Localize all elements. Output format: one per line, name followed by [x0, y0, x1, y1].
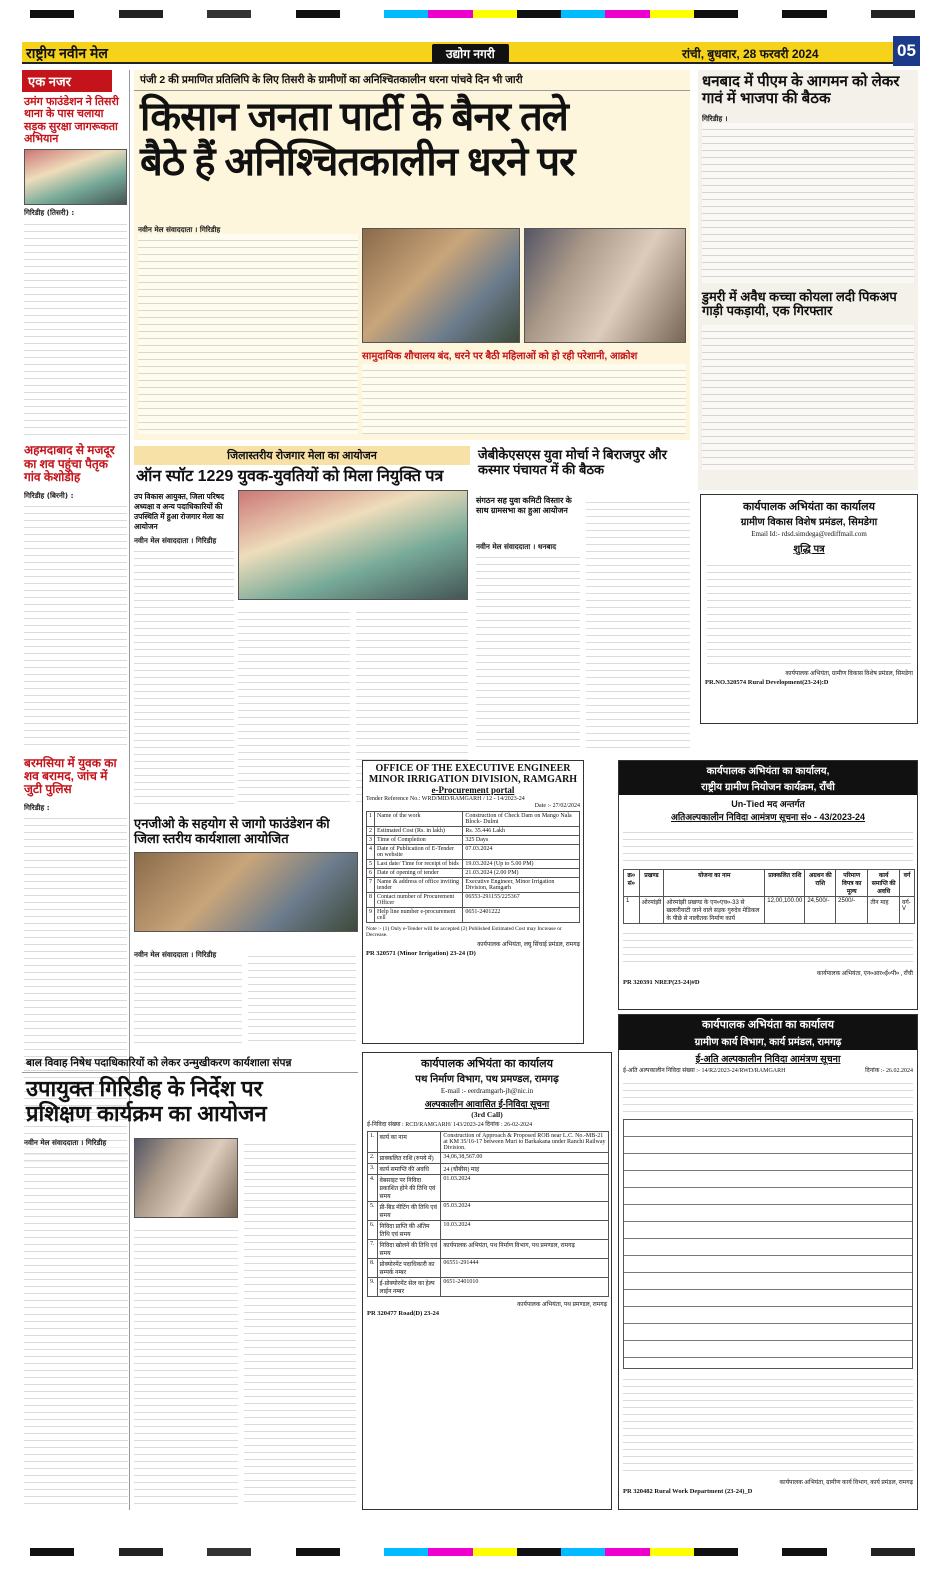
irrigation-table-cell: Estimated Cost (Rs. in lakh) [375, 827, 463, 836]
child-headline-1: उपायुक्त गिरिडीह के निर्देश पर [26, 1076, 263, 1101]
irrigation-table-cell: Help line number e-procurement cell [375, 908, 463, 923]
ngo-body-1 [134, 950, 242, 1045]
irrigation-table-cell: 4 [367, 845, 375, 860]
irrigation-table-row [367, 845, 580, 860]
irrigation-sign: कार्यपालक अभियंता, लघु सिंचाई प्रमंडल, रामगढ़ [477, 942, 580, 948]
road-table-cell: निविदा प्राप्ति की अंतिम तिथि एवं समय [377, 1221, 441, 1240]
job-dateline: नवीन मेल संवाददाता । गिरिडीह [134, 536, 217, 545]
rwd-intro [623, 1077, 913, 1117]
job-fair-story [134, 446, 470, 811]
irrigation-note: Note :- (1) Only e-Tender will be accepted (2) Published Estimated Cost may Increase or Decrease. [366, 926, 562, 938]
irrigation-pr: PR 320571 (Minor Irrigation) 23-24 (D) [366, 950, 476, 957]
road-table-row [368, 1132, 609, 1153]
nrep-header-cell: वर्ग [899, 870, 914, 897]
irrigation-table-cell: 3 [367, 836, 375, 845]
ad-minor-irrigation [362, 760, 584, 1044]
road-table-cell: 3. [368, 1164, 378, 1175]
child-kicker: बाल विवाह निषेध पदाधिकारियों को लेकर उन्मुखीकरण कार्यशाला संपन्न [22, 1054, 358, 1073]
road-table-cell: 9. [368, 1278, 378, 1297]
lead-body [138, 225, 358, 435]
road-table-cell: वेबसाइट पर निविदा प्रकाशित होने की तिथि एवं समय [377, 1175, 441, 1202]
road-table-row [368, 1221, 609, 1240]
ek-nazar-story-3-title: बरमसिया में युवक का शव बरामद, जांच में जुटी पुलिस [24, 755, 117, 797]
nrep-cell: तीन माह [868, 897, 900, 924]
ek-nazar-story-1-body [24, 208, 127, 438]
irrigation-line2: MINOR IRRIGATION DIVISION, RAMGARH [368, 774, 578, 785]
rdsd-sign: कार्यपालक अभियंता, ग्रामीण विकास विशेष प्रमंडल, सिमडेगा [785, 671, 913, 677]
rwd-ref: ई-अति अल्पकालीन निविदा संख्या :- 14/R2/2023-24/RWD/RAMGARH [623, 1068, 786, 1074]
irrigation-table-row [367, 860, 580, 869]
irrigation-table-cell: 2 [367, 827, 375, 836]
road-table-cell: 5. [368, 1202, 378, 1221]
dhanbad-dateline: गिरिडीह । [702, 113, 728, 123]
job-body-1 [134, 536, 234, 806]
dateline: रांची, बुधवार, 28 फरवरी 2024 [682, 47, 819, 61]
road-table-cell: 4. [368, 1175, 378, 1202]
child-marriage-story [22, 1054, 358, 1510]
road-table-cell: कार्य समाप्ति की अवधि [377, 1164, 441, 1175]
story-1-photo [24, 149, 127, 205]
nrep-details [623, 826, 913, 866]
ad-rural-works [618, 1014, 918, 1510]
nrep-header-cell: अग्रधन की राशि [805, 870, 836, 897]
ek-nazar-story-1-title: उमंग फाउंडेशन ने तिसरी थाना के पास चलाया सड़क सुरक्षा जागरूकता अभियान [24, 96, 119, 145]
road-table [367, 1131, 609, 1297]
irrigation-title: e-Procurement portal [431, 785, 515, 795]
dhanbad-body [702, 114, 914, 284]
ad-nrep [618, 760, 918, 1010]
irrigation-table-row [367, 908, 580, 923]
irrigation-table-cell: 7 [367, 878, 375, 893]
road-table-cell: प्रोक्योरमेंट पदाधिकारी का सम्पर्क नम्बर [377, 1259, 441, 1278]
irrigation-table-row [367, 893, 580, 908]
nrep-cell: 24,500/- [805, 897, 836, 924]
irrigation-table-cell: 0651-2401222 [463, 908, 580, 923]
road-table-cell: Construction of Approach & Proposed ROB near L.C. No.-MB-21 at KM 35/16-17 between Muri to Barkakana under Ranchi Railway Division. [441, 1132, 609, 1153]
jkss-story [476, 446, 692, 756]
lead-story [134, 70, 690, 440]
irrigation-table-cell: Rs. 35.446 Lakh [463, 827, 580, 836]
ngo-photo [134, 852, 358, 932]
nrep-cell: 1 [624, 897, 640, 924]
job-body-2 [238, 606, 350, 806]
child-body-1 [24, 1138, 128, 1508]
job-photo [238, 490, 468, 600]
nrep-line1: कार्यपालक अभियंता का कार्यालय, [619, 761, 917, 779]
nrep-header-cell: क्र० सं० [624, 870, 640, 897]
road-table-cell: 06551-291444 [441, 1259, 609, 1278]
nrep-header-cell: प्रखण्ड [639, 870, 664, 897]
lead-headline-2: बैठे हैं अनिश्चितकालीन धरने पर [140, 139, 575, 184]
nrep-cell: 12,00,100.00 [765, 897, 805, 924]
ngo-dateline: नवीन मेल संवाददाता । गिरिडीह [134, 950, 217, 959]
rdsd-line1: कार्यपालक अभियंता का कार्यालय [743, 501, 875, 513]
child-body-2 [134, 1224, 238, 1508]
ek-nazar-story-2-title: अहमदाबाद से मजदूर का शव पहुंचा पैतृक गांव केशोडीह [24, 443, 115, 485]
road-table-row [368, 1202, 609, 1221]
nrep-title: अतिअल्पकालीन निविदा आमंत्रण सूचना सं० - 43/2023-24 [670, 812, 866, 822]
irrigation-table-cell: 21.03.2024 (2.00 PM) [463, 869, 580, 878]
ngo-headline: एनजीओ के सहयोग से जागो फाउंडेशन की जिला स्तरीय कार्यशाला आयोजित [134, 816, 330, 846]
road-table-cell: प्राक्कलित राशि (रुपये में) [377, 1153, 441, 1164]
road-title: अल्पकालीन आवासित ई-निविदा सूचना [424, 1099, 550, 1109]
child-body-3 [244, 1138, 356, 1508]
rwd-date: दिनांक :- 26.02.2024 [865, 1068, 913, 1074]
nrep-pr: PR 320391 NREP(23-24)#D [623, 979, 700, 986]
rwd-line2: ग्रामीण कार्य विभाग, कार्य प्रमंडल, रामगढ़ [619, 1034, 917, 1050]
nrep-cell: ओरमांझी [639, 897, 664, 924]
road-table-cell: 1. [368, 1132, 378, 1153]
rdsd-email: Email Id:- rdsd.simdega@rediffmail.com [751, 530, 867, 538]
road-table-row [368, 1153, 609, 1164]
rwd-title: ई-अति अल्पकालीन निविदा आमंत्रण सूचना [695, 1054, 841, 1065]
irrigation-table-cell: Name of the work [375, 812, 463, 827]
jkss-body-2 [586, 496, 690, 751]
irrigation-table-cell: 1 [367, 812, 375, 827]
ad-rdsd-simdega [700, 494, 918, 724]
irrigation-table-row [367, 827, 580, 836]
road-table-row [368, 1278, 609, 1297]
rdsd-title: शुद्धि पत्र [793, 544, 825, 555]
road-table-cell: 6. [368, 1221, 378, 1240]
masthead [22, 42, 920, 64]
irrigation-table-row [367, 812, 580, 827]
dhanbad-headline: धनबाद में पीएम के आगमन को लेकर गावं में भाजपा की बैठक [702, 73, 900, 107]
irrigation-table-row [367, 869, 580, 878]
road-email: E-mail :- eerdramgarh-jh@nic.in [440, 1087, 534, 1095]
story-3-dateline: गिरिडीह : [24, 802, 50, 812]
lead-photo-2 [524, 228, 686, 343]
rdsd-body [707, 559, 911, 664]
nrep-header-cell: प्राक्कलित राशि [765, 870, 805, 897]
irrigation-table-cell: Executive Engineer, Minor Irrigation Division, Ramgarh [463, 878, 580, 893]
toilet-caption: सामुदायिक शौचालय बंद, धरने पर बैठी महिलाओं को हो रही परेशानी, आक्रोश [362, 351, 638, 362]
irrigation-table-row [367, 836, 580, 845]
lead-headline-1: किसान जनता पार्टी के बैनर तले [140, 95, 568, 139]
irrigation-table-cell: 8 [367, 893, 375, 908]
road-call: (3rd Call) [471, 1110, 503, 1119]
road-table-cell: कार्य का नाम [377, 1132, 441, 1153]
ad-road-construction [362, 1052, 612, 1510]
ngo-story [134, 815, 358, 1045]
road-sign: कार्यपालक अभियंता, पथ प्रमण्डल, रामगढ़ [517, 1302, 607, 1308]
irrigation-line1: OFFICE OF THE EXECUTIVE ENGINEER [375, 763, 571, 774]
road-table-cell: प्री-बिड मीटिंग की तिथि एवं समय [377, 1202, 441, 1221]
rwd-line1: कार्यपालक अभियंता का कार्यालय [619, 1015, 917, 1034]
irrigation-table-cell: Last date/ Time for receipt of bids [375, 860, 463, 869]
nrep-header-cell: योजना का नाम [664, 870, 765, 897]
road-table-cell: 0651-2401010 [441, 1278, 609, 1297]
nrep-cell: 2500/- [836, 897, 868, 924]
road-table-cell: 7. [368, 1240, 378, 1259]
story-1-dateline: गिरिडीह (तिसरी) : [24, 208, 75, 218]
irrigation-table-cell: 19.03.2024 (Up to 5.00 PM) [463, 860, 580, 869]
rwd-pr: PR 320482 Rural Work Department (23-24)_D [623, 1488, 753, 1495]
paper-name: राष्ट्रीय नवीन मेल [26, 45, 108, 61]
dhanbad-story [698, 70, 918, 490]
page-number: 05 [893, 36, 920, 66]
job-kicker: जिलास्तरीय रोजगार मेला का आयोजन [134, 446, 470, 465]
nrep-header-cell: परिमाण विपत्र का मूल्य [836, 870, 868, 897]
nrep-notes [623, 927, 913, 965]
irrigation-table-cell: Date of opening of tender [375, 869, 463, 878]
section-name: उद्योग नगरी [432, 44, 509, 63]
lead-photo-1 [362, 228, 520, 343]
job-deck: उप विकास आयुक्त, जिला परिषद अध्यक्षा व अन्य पदाधिकारियों की उपस्थिति में हुआ रोजगार मेला का आयोजन [134, 492, 225, 531]
rwd-sign: कार्यपालक अभियंता, ग्रामीण कार्य विभाग, कार्य प्रमंडल, रामगढ़ [779, 1480, 913, 1486]
road-table-cell: 34,06,38,567.00 [441, 1153, 609, 1164]
registration-bar-top [30, 10, 915, 18]
irrigation-table-cell: Time of Completion [375, 836, 463, 845]
road-table-cell: कार्यपालक अभियंता, पथ निर्माण विभाग, पथ प्रमण्डल, रामगढ़ [441, 1240, 609, 1259]
road-table-cell: ई-प्रोक्योरमेंट सेल का हेल्प लाईन नम्बर [377, 1278, 441, 1297]
nrep-header-cell: कार्य समाप्ति की अवधि [868, 870, 900, 897]
nrep-cell: ओरमांझी प्रखण्ड के एन०एच०-33 से खलारीयाटी जाने वाले सड़क गुरुदेव मेडिकल के पीछे से नालीतक निर्माण कार्य [664, 897, 765, 924]
irrigation-table-cell: 07.03.2024 [463, 845, 580, 860]
child-dateline: नवीन मेल संवाददाता । गिरिडीह [24, 1138, 107, 1147]
road-table-row [368, 1240, 609, 1259]
jkss-headline: जेबीकेएसएस युवा मोर्चा ने बिराजपुर और कस्मार पंचायत में की बैठक [478, 447, 667, 477]
toilet-body [362, 364, 686, 434]
rwd-notes [623, 1373, 913, 1473]
irrigation-ref: Tender Reference No.: WRD/MID/RAMGARH / 12 - 14/2023-24 [366, 796, 525, 802]
ngo-body-2 [248, 950, 356, 1045]
irrigation-table-cell: Name & address of office inviting tender [375, 878, 463, 893]
rwd-table [623, 1119, 913, 1369]
story-2-dateline: गिरिडीह (बिरनी) : [24, 490, 74, 500]
job-headline: ऑन स्पॉट 1229 युवक-युवतियों को मिला नियुक्ति पत्र [136, 468, 444, 485]
road-pr: PR 320477 Road(D) 23-24 [367, 1310, 440, 1317]
ek-nazar-story-2-body [24, 491, 127, 751]
jkss-body-1 [476, 542, 580, 752]
rdsd-line2: ग्रामीण विकास विशेष प्रमंडल, सिमडेगा [740, 517, 878, 528]
nrep-sub: Un-Tied मद अन्तर्गत [731, 799, 805, 809]
nrep-cell: वर्ग-V [899, 897, 914, 924]
road-table-cell: 8. [368, 1259, 378, 1278]
lead-kicker: पंजी 2 की प्रमाणित प्रतिलिपि के लिए तिसरी के ग्रामीणों का अनिश्चितकालीन धरना पांचवे दिन भी जारी [134, 70, 690, 91]
road-line1: कार्यपालक अभियंता का कार्यालय [421, 1058, 553, 1070]
road-table-cell: 24 (चौबीस) माह [441, 1164, 609, 1175]
nrep-table [623, 869, 915, 924]
dumri-headline: डुमरी में अवैध कच्चा कोयला लदी पिकअप गाड़ी पकड़ायी, एक गिरफ्तार [702, 288, 897, 319]
road-table-cell: 01.03.2024 [441, 1175, 609, 1202]
road-table-row [368, 1175, 609, 1202]
jkss-deck: संगठन सह युवा कमिटी विस्तार के साथ ग्रामसभा का हुआ आयोजन [476, 496, 572, 515]
road-table-cell: 10.03.2024 [441, 1221, 609, 1240]
registration-bar-bottom [30, 1548, 915, 1556]
irrigation-table-cell: 6 [367, 869, 375, 878]
road-line2: पथ निर्माण विभाग, पथ प्रमण्डल, रामगढ़ [415, 1074, 559, 1085]
irrigation-table-cell: Contact number of Procurement Officer [375, 893, 463, 908]
ek-nazar-label: एक नजर [22, 70, 112, 92]
road-table-cell: निविदा खोलने की तिथि एवं समय [377, 1240, 441, 1259]
child-photo [134, 1138, 238, 1218]
irrigation-table-cell: Construction of Check Dam on Mango Nala Block- Dulmi [463, 812, 580, 827]
irrigation-table-cell: 325 Days [463, 836, 580, 845]
road-table-cell: 05.03.2024 [441, 1202, 609, 1221]
irrigation-table-row [367, 878, 580, 893]
jkss-dateline: नवीन मेल संवाददाता । धनबाद [476, 542, 557, 551]
irrigation-table-cell: 5 [367, 860, 375, 869]
child-headline-2: प्रशिक्षण कार्यक्रम का आयोजन [26, 1100, 267, 1126]
road-table-row [368, 1164, 609, 1175]
rdsd-pr: PR.NO.320574 Rural Development(23-24):D [705, 679, 829, 686]
lead-dateline: नवीन मेल संवाददाता । गिरिडीह [138, 225, 221, 234]
nrep-sign: कार्यपालक अभियंता, एन०आर०ई०पी० , राँची [816, 971, 913, 977]
irrigation-table [366, 811, 580, 923]
dumri-body [702, 325, 914, 470]
road-table-row [368, 1259, 609, 1278]
nrep-line2: राष्ट्रीय ग्रामीण नियोजन कार्यक्रम, राँची [619, 779, 917, 795]
road-ref: ई-निविदा संख्या : RCD/RAMGARH/ 143/2023-24 दिनांक : 26-02-2024 [367, 1122, 533, 1128]
irrigation-table-cell: 06553-291155/225367 [463, 893, 580, 908]
road-table-cell: 2. [368, 1153, 378, 1164]
irrigation-date: Date :- 27/02/2024 [534, 803, 580, 809]
irrigation-table-cell: Date of Publication of E-Tender on website [375, 845, 463, 860]
irrigation-table-cell: 9 [367, 908, 375, 923]
